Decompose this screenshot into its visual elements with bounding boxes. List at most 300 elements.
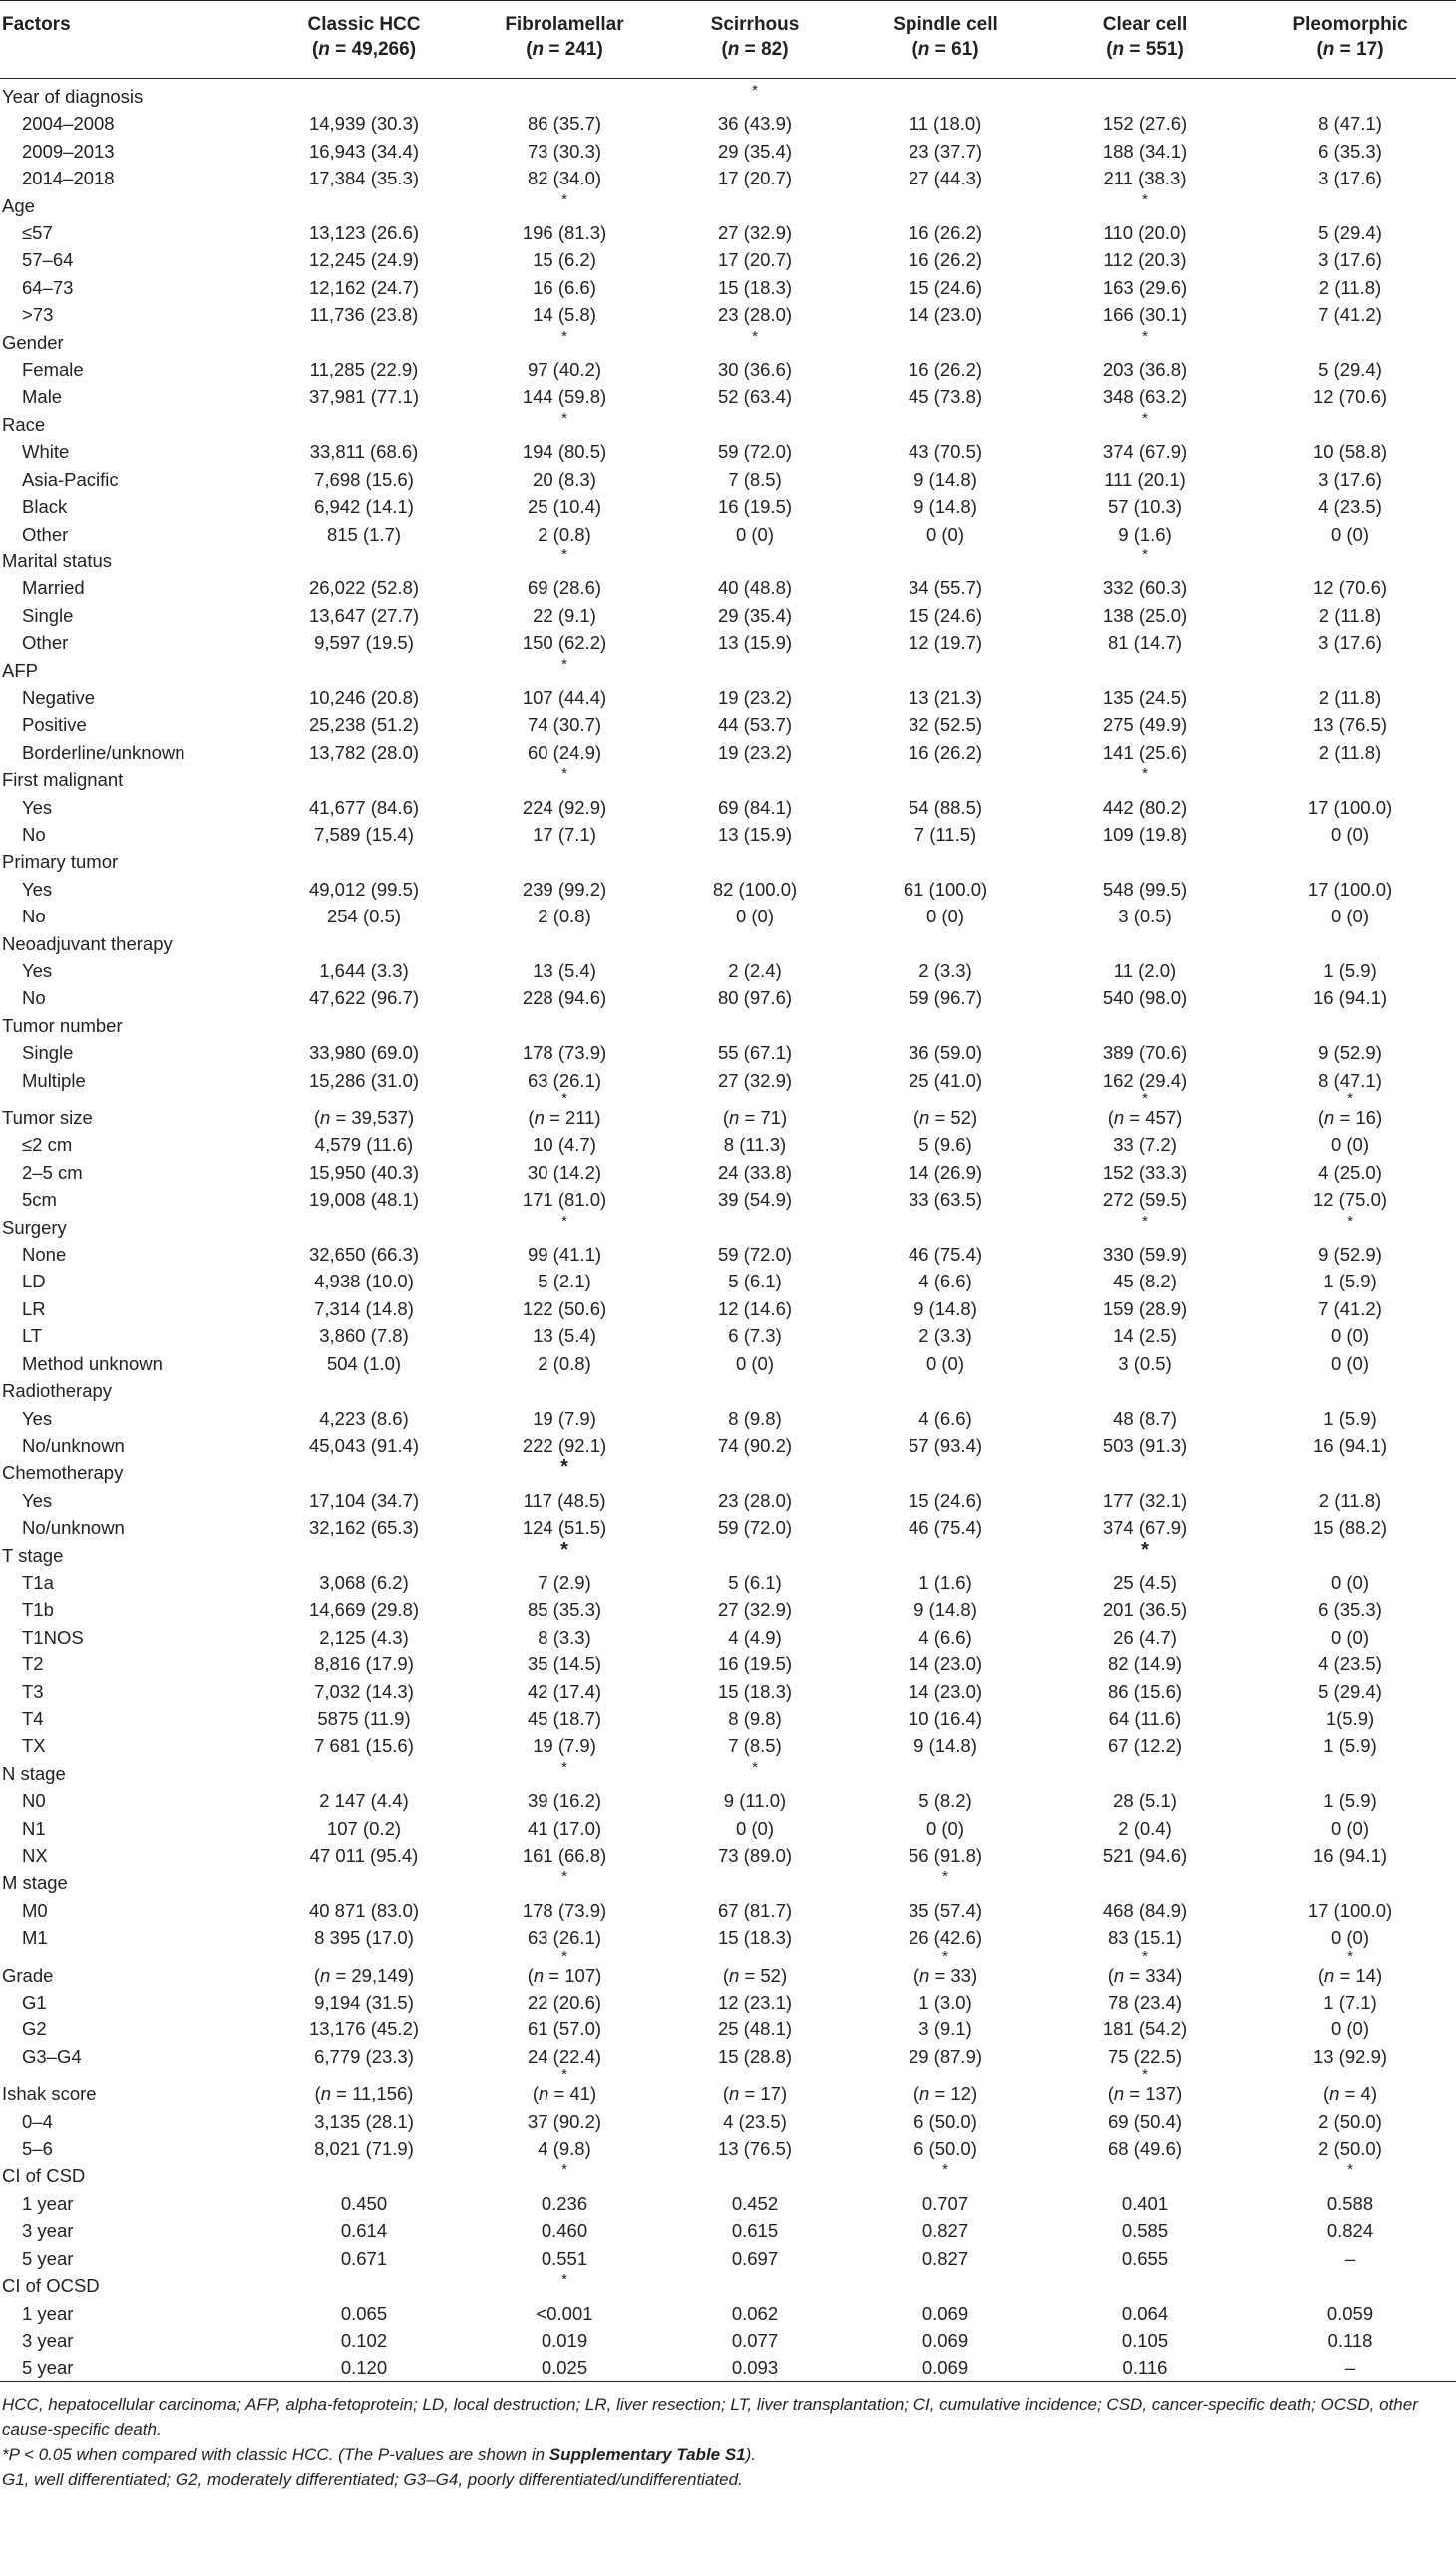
table-cell: 19 (7.9) xyxy=(533,1735,596,1757)
table-cell: 15 (24.6) xyxy=(908,604,983,626)
table-cell: 8 (47.1) xyxy=(1318,113,1382,135)
table-cell: 5 (9.6) xyxy=(918,1134,972,1156)
significance-marker xyxy=(263,1094,465,1104)
table-cell xyxy=(263,2272,465,2299)
table-cell: 254 (0.5) xyxy=(326,906,402,927)
table-cell: 2 (11.8) xyxy=(1318,686,1382,708)
table-cell xyxy=(465,2162,664,2189)
table-row xyxy=(0,1487,1456,1514)
row-label: No/unknown xyxy=(22,1517,125,1539)
table-cell: 6 (50.0) xyxy=(913,2138,977,2160)
table-row xyxy=(0,1897,1456,1924)
table-cell xyxy=(465,1012,664,1039)
table-cell: 56 (91.8) xyxy=(908,1845,983,1866)
row-label: Method unknown xyxy=(22,1352,163,1374)
table-cell: 5 (6.1) xyxy=(728,1271,782,1292)
table-cell: 0 (0) xyxy=(735,1817,775,1839)
significance-marker: * xyxy=(1347,1212,1353,1230)
table-cell xyxy=(263,192,465,219)
table-cell: 6 (50.0) xyxy=(913,2110,977,2132)
table-cell: 0.116 xyxy=(1045,2354,1245,2381)
table-cell xyxy=(263,1760,465,1787)
row-label: 2009–2013 xyxy=(22,140,115,162)
table-cell: 16 (19.5) xyxy=(717,1653,793,1675)
table-cell: 54 (88.5) xyxy=(908,796,983,818)
table-row xyxy=(0,1268,1456,1294)
table-cell xyxy=(1245,1760,1456,1787)
table-cell xyxy=(846,657,1045,684)
category-label: Tumor number xyxy=(2,1014,123,1036)
table-cell xyxy=(846,766,1045,793)
table-cell: 0.615 xyxy=(731,2220,779,2242)
row-label: G1 xyxy=(22,1992,47,2014)
table-cell: – xyxy=(1344,2247,1356,2269)
table-cell: 23 (28.0) xyxy=(717,304,793,326)
table-cell: 0 (0) xyxy=(735,1352,775,1374)
table-row xyxy=(0,219,1456,246)
table-cell: 16 (26.2) xyxy=(908,222,983,244)
table-cell: 0 (0) xyxy=(1330,1817,1370,1839)
significance-marker: * xyxy=(1347,1947,1353,1965)
footnote-pvalue-suffix: ). xyxy=(745,2444,757,2464)
supplementary-table-link[interactable]: Supplementary Table S1 xyxy=(548,2444,746,2464)
table-cell: (n = 12) xyxy=(912,2083,978,2105)
table-cell xyxy=(465,1377,664,1404)
table-cell: 17 (20.7) xyxy=(717,168,793,189)
table-cell: 29 (35.4) xyxy=(717,140,793,162)
table-cell: 178 (73.9) xyxy=(522,1899,607,1921)
table-row xyxy=(0,1159,1456,1186)
table-cell: 0.450 xyxy=(340,2192,388,2214)
table-cell xyxy=(846,1869,1045,1896)
table-cell: 0.102 xyxy=(340,2329,388,2351)
table-cell: 0.827 xyxy=(921,2220,969,2242)
table-cell xyxy=(263,766,465,793)
significance-marker: * xyxy=(1347,1090,1353,1108)
table-cell: (n = 334) xyxy=(1107,1964,1183,1986)
table-cell: 0 (0) xyxy=(1330,2018,1370,2040)
table-cell: 9 (14.8) xyxy=(913,1735,977,1757)
row-label xyxy=(0,1952,263,1962)
table-row xyxy=(0,1815,1456,1842)
table-cell: 5 (29.4) xyxy=(1318,1680,1382,1702)
row-label: T3 xyxy=(22,1680,44,1702)
row-label xyxy=(0,2070,263,2080)
table-cell: 1 (5.9) xyxy=(1323,1271,1377,1292)
table-cell xyxy=(664,766,846,793)
table-cell: 2 (50.0) xyxy=(1318,2138,1382,2160)
table-cell: 6 (7.3) xyxy=(728,1325,782,1347)
category-label: Tumor size xyxy=(2,1107,93,1129)
row-label: Male xyxy=(22,386,63,408)
table-cell: 1(5.9) xyxy=(1325,1707,1375,1729)
table-cell: 13 (15.9) xyxy=(717,823,793,845)
table-cell: 68 (49.6) xyxy=(1107,2138,1183,2160)
header-col-n-value: 82 xyxy=(761,39,783,60)
table-cell: 43 (70.5) xyxy=(908,441,983,463)
table-cell: 374 (67.9) xyxy=(1102,441,1188,463)
row-label: T4 xyxy=(22,1707,44,1729)
table-cell: 107 (0.2) xyxy=(326,1817,402,1839)
table-row xyxy=(0,301,1456,328)
table-cell: 16,943 (34.4) xyxy=(308,140,420,162)
table-cell xyxy=(465,411,664,438)
table-cell: 504 (1.0) xyxy=(326,1352,402,1374)
table-cell: 7,698 (15.6) xyxy=(314,468,414,490)
significance-marker: * xyxy=(561,2271,567,2289)
table-cell xyxy=(263,1214,465,1241)
table-cell: (n = 11,156) xyxy=(314,2083,414,2105)
table-row xyxy=(0,466,1456,493)
table-cell: 9 (52.9) xyxy=(1318,1244,1382,1266)
table-cell: 59 (72.0) xyxy=(717,441,793,463)
table-cell: 61 (100.0) xyxy=(903,878,988,900)
table-cell xyxy=(664,657,846,684)
table-cell: 0.588 xyxy=(1326,2192,1374,2214)
table-cell: 7,032 (14.3) xyxy=(314,1680,414,1702)
header-col-classic-hcc xyxy=(263,1,465,79)
table-cell xyxy=(1045,930,1245,957)
category-row xyxy=(0,411,1456,438)
table-cell: 239 (99.2) xyxy=(522,878,607,900)
table-cell: 5875 (11.9) xyxy=(317,1707,411,1729)
table-cell: 63 (26.1) xyxy=(527,1069,602,1091)
table-cell: 13,782 (28.0) xyxy=(308,741,420,763)
table-row xyxy=(0,493,1456,520)
table-cell: 0.551 xyxy=(541,2247,588,2269)
category-row xyxy=(0,1542,1456,1569)
table-row xyxy=(0,794,1456,821)
row-label: 5cm xyxy=(22,1189,57,1211)
table-row xyxy=(0,1989,1456,2015)
table-cell: 0.062 xyxy=(731,2302,779,2324)
table-cell: 4 (6.6) xyxy=(918,1271,972,1292)
table-cell: 0.614 xyxy=(340,2220,388,2242)
table-cell: 374 (67.9) xyxy=(1102,1517,1188,1539)
table-cell: 27 (44.3) xyxy=(908,168,983,189)
table-cell xyxy=(846,1377,1045,1404)
table-cell xyxy=(465,2272,664,2299)
table-cell: 23 (37.7) xyxy=(908,140,983,162)
table-cell: 110 (20.0) xyxy=(1103,222,1187,244)
table-cell: 46 (75.4) xyxy=(908,1517,983,1539)
table-row xyxy=(0,1432,1456,1459)
table-cell xyxy=(1245,548,1456,574)
significance-marker-row xyxy=(0,1094,1456,1104)
table-cell: 45 (8.2) xyxy=(1113,1271,1177,1292)
table-cell xyxy=(664,411,846,438)
table-cell: 83 (15.1) xyxy=(1107,1927,1183,1949)
table-cell: 150 (62.2) xyxy=(522,632,607,654)
significance-marker: * xyxy=(1347,2161,1353,2179)
table-cell: 39 (54.9) xyxy=(717,1189,793,1211)
table-cell: 3,068 (6.2) xyxy=(319,1571,409,1593)
table-cell: 0.585 xyxy=(1121,2220,1169,2242)
table-cell: 0 (0) xyxy=(1330,906,1370,927)
table-cell xyxy=(664,1869,846,1896)
table-cell xyxy=(664,1214,846,1241)
row-label: Yes xyxy=(22,1407,53,1429)
table-cell: 35 (14.5) xyxy=(527,1653,602,1675)
table-cell xyxy=(846,329,1045,356)
table-cell: 85 (35.3) xyxy=(527,1599,602,1621)
table-cell xyxy=(465,548,664,574)
row-label: NX xyxy=(22,1845,48,1866)
table-cell xyxy=(1245,411,1456,438)
table-cell: 28 (5.1) xyxy=(1113,1790,1177,1812)
category-row xyxy=(0,930,1456,957)
table-cell xyxy=(1045,548,1245,574)
table-cell: 0.707 xyxy=(921,2192,969,2214)
table-cell: 0 (0) xyxy=(1330,1325,1370,1347)
category-row xyxy=(0,1962,1456,1989)
significance-marker xyxy=(846,2070,1045,2080)
row-label: Yes xyxy=(22,1489,53,1511)
table-cell: 14,669 (29.8) xyxy=(308,1599,420,1621)
category-label: Year of diagnosis xyxy=(2,86,144,107)
significance-marker xyxy=(263,2070,465,2080)
table-row xyxy=(0,438,1456,465)
table-cell: 0.671 xyxy=(340,2247,388,2269)
table-cell: 3 (17.6) xyxy=(1318,168,1382,189)
table-cell: 14 (23.0) xyxy=(908,304,983,326)
significance-marker xyxy=(664,1952,846,1962)
significance-marker-row xyxy=(0,1952,1456,1962)
category-label: Grade xyxy=(2,1964,54,1986)
table-cell: 4 (6.6) xyxy=(918,1626,972,1648)
table-row xyxy=(0,2190,1456,2217)
table-cell: 42 (17.4) xyxy=(527,1680,602,1702)
table-cell: 0.118 xyxy=(1327,2329,1373,2351)
table-cell: 0.093 xyxy=(664,2354,846,2381)
row-label: Asia-Pacific xyxy=(22,468,119,490)
table-cell xyxy=(465,1760,664,1787)
table-cell xyxy=(1045,79,1245,111)
table-cell: 152 (33.3) xyxy=(1102,1161,1188,1183)
row-label: N1 xyxy=(22,1817,46,1839)
table-cell: 3 (17.6) xyxy=(1318,249,1382,271)
table-cell xyxy=(664,2272,846,2299)
table-cell: 159 (28.9) xyxy=(1102,1297,1188,1319)
table-cell: 468 (84.9) xyxy=(1102,1899,1188,1921)
table-row xyxy=(0,1650,1456,1677)
table-cell: (n = 16) xyxy=(1317,1107,1383,1129)
table-cell: 0 (0) xyxy=(735,523,775,545)
table-cell xyxy=(1245,1214,1456,1241)
table-cell: 59 (96.7) xyxy=(908,987,983,1009)
table-cell: 224 (92.9) xyxy=(522,796,607,818)
table-row xyxy=(0,1678,1456,1705)
significance-marker: * xyxy=(752,327,758,345)
significance-marker: * xyxy=(1142,1212,1148,1230)
table-row xyxy=(0,821,1456,848)
table-cell: 47 011 (95.4) xyxy=(309,1845,419,1866)
table-cell: 41,677 (84.6) xyxy=(308,796,420,818)
row-label: LR xyxy=(22,1297,46,1319)
category-row xyxy=(0,766,1456,793)
table-cell: 22 (20.6) xyxy=(527,1992,602,2014)
row-label: Yes xyxy=(22,796,53,818)
table-cell: 7 (41.2) xyxy=(1318,304,1382,326)
table-cell xyxy=(1245,192,1456,219)
significance-marker xyxy=(664,1094,846,1104)
table-cell xyxy=(1045,1538,1245,1569)
table-cell xyxy=(1045,2272,1245,2299)
table-cell: 67 (12.2) xyxy=(1107,1735,1183,1757)
table-row xyxy=(0,1322,1456,1349)
table-cell: (n = 52) xyxy=(912,1107,978,1129)
table-cell: 13,123 (26.6) xyxy=(308,222,420,244)
category-label: Age xyxy=(2,194,35,216)
table-cell: 11,736 (23.8) xyxy=(309,304,419,326)
table-cell xyxy=(263,657,465,684)
category-label: N stage xyxy=(2,1762,66,1784)
table-row xyxy=(0,1732,1456,1759)
table-row xyxy=(0,1039,1456,1066)
table-cell xyxy=(263,1459,465,1486)
table-cell xyxy=(465,1538,664,1569)
table-cell: 6,779 (23.3) xyxy=(314,2045,414,2067)
table-cell: 0.824 xyxy=(1326,2220,1374,2242)
table-cell xyxy=(1045,192,1245,219)
table-cell: 9 (14.8) xyxy=(913,496,977,518)
table-cell: 0 (0) xyxy=(1330,1927,1370,1949)
table-cell: 9 (14.8) xyxy=(913,1297,977,1319)
table-cell xyxy=(263,411,465,438)
table-cell: 1 (3.0) xyxy=(918,1992,972,2014)
significance-marker: * xyxy=(1142,327,1148,345)
table-cell: 5 (8.2) xyxy=(918,1790,972,1812)
table-cell: 178 (73.9) xyxy=(522,1042,607,1064)
category-label: Marital status xyxy=(2,549,113,571)
table-cell: 15 (18.3) xyxy=(717,1927,793,1949)
table-cell: 0.120 xyxy=(263,2354,465,2381)
table-cell xyxy=(465,1869,664,1896)
table-row xyxy=(0,274,1456,301)
table-cell: 2 (2.4) xyxy=(728,960,782,981)
table-cell: 73 (89.0) xyxy=(717,1845,793,1866)
row-label: 5 year xyxy=(22,2247,74,2269)
table-cell: 138 (25.0) xyxy=(1102,604,1188,626)
table-cell: 17 (100.0) xyxy=(1307,1899,1393,1921)
table-cell: 52 (63.4) xyxy=(717,386,793,408)
table-cell: (n = 39,537) xyxy=(313,1107,415,1129)
table-cell xyxy=(846,192,1045,219)
table-cell: 815 (1.7) xyxy=(326,523,402,545)
table-cell: 24 (22.4) xyxy=(527,2045,602,2067)
table-cell: 19 (7.9) xyxy=(533,1407,596,1429)
table-cell: 0 (0) xyxy=(925,523,965,545)
row-label: 1 year xyxy=(22,2192,74,2214)
category-row xyxy=(0,2080,1456,2107)
table-cell: 0.069 xyxy=(921,2302,969,2324)
table-cell xyxy=(664,192,846,219)
row-label: No/unknown xyxy=(22,1434,125,1456)
table-cell: 222 (92.1) xyxy=(522,1434,607,1456)
category-label: CI of OCSD xyxy=(2,2275,100,2297)
table-cell xyxy=(664,930,846,957)
significance-marker xyxy=(664,2070,846,2080)
row-label: 2004–2008 xyxy=(22,113,115,135)
table-cell xyxy=(465,1214,664,1241)
table-cell: 152 (27.6) xyxy=(1102,113,1188,135)
table-cell: 3,135 (28.1) xyxy=(314,2110,414,2132)
category-label: Ishak score xyxy=(2,2083,97,2105)
table-cell: 86 (15.6) xyxy=(1107,1680,1183,1702)
table-cell: 26 (4.7) xyxy=(1113,1626,1177,1648)
table-cell: 30 (36.6) xyxy=(717,359,793,381)
significance-marker: * xyxy=(561,190,567,208)
table-cell xyxy=(1045,1214,1245,1241)
table-row xyxy=(0,602,1456,629)
table-cell: 69 (50.4) xyxy=(1107,2110,1183,2132)
significance-marker: * xyxy=(561,1947,567,1965)
significance-marker xyxy=(846,1094,1045,1104)
table-cell: 12 (75.0) xyxy=(1312,1189,1388,1211)
table-cell: 80 (97.6) xyxy=(717,987,793,1009)
table-cell xyxy=(1045,329,1245,356)
table-cell xyxy=(664,2162,846,2189)
table-cell: 521 (94.6) xyxy=(1102,1845,1188,1866)
table-cell: 15,286 (31.0) xyxy=(308,1069,420,1091)
table-cell: 34 (55.7) xyxy=(908,577,983,599)
table-row xyxy=(0,2245,1456,2272)
table-cell xyxy=(846,848,1045,875)
row-label: T1a xyxy=(22,1571,54,1593)
table-cell: 4 (23.5) xyxy=(1318,496,1382,518)
table-cell: 29 (35.4) xyxy=(717,604,793,626)
table-cell: 2 (3.3) xyxy=(918,1325,972,1347)
table-cell: 1 (1.6) xyxy=(918,1571,972,1593)
table-row xyxy=(0,1350,1456,1377)
table-cell xyxy=(1045,411,1245,438)
table-cell: 19 (23.2) xyxy=(717,741,793,763)
table-cell: 11 (2.0) xyxy=(1113,960,1177,981)
table-cell xyxy=(846,1214,1045,1241)
table-cell: 10 (4.7) xyxy=(533,1134,596,1156)
significance-marker: * xyxy=(561,546,567,563)
table-cell: 0 (0) xyxy=(1330,1571,1370,1593)
table-cell xyxy=(664,548,846,574)
table-cell: (n = 107) xyxy=(527,1964,602,1986)
table-cell: 8,816 (17.9) xyxy=(314,1653,414,1675)
table-cell: 7 (8.5) xyxy=(728,1735,782,1757)
row-label: 1 year xyxy=(22,2302,74,2324)
table-cell: 0 (0) xyxy=(1330,523,1370,545)
header-col-n: (n = 17) xyxy=(1316,39,1384,60)
table-cell: 8 (9.8) xyxy=(728,1407,782,1429)
table-cell: 99 (41.1) xyxy=(527,1244,602,1266)
row-label: Single xyxy=(22,1042,74,1064)
category-row xyxy=(0,192,1456,219)
table-cell xyxy=(1045,1760,1245,1787)
row-label: 3 year xyxy=(22,2220,74,2242)
significance-marker xyxy=(1245,2070,1456,2080)
table-cell: 0.105 xyxy=(1121,2329,1169,2351)
table-cell: 82 (14.9) xyxy=(1107,1653,1183,1675)
table-cell: 17 (20.7) xyxy=(717,249,793,271)
table-cell: 13 (5.4) xyxy=(533,1325,596,1347)
row-label: No xyxy=(22,823,46,845)
table-cell: 29 (87.9) xyxy=(908,2045,983,2067)
table-cell xyxy=(664,1542,846,1569)
table-cell: 16 (19.5) xyxy=(717,496,793,518)
footnote-grade: G1, well differentiated; G2, moderately differentiated; G3–G4, poorly differentiated/undifferentiated. xyxy=(2,2469,743,2489)
table-row xyxy=(0,1405,1456,1432)
table-cell: 44 (53.7) xyxy=(717,714,793,736)
table-cell: 10 (16.4) xyxy=(908,1707,983,1729)
table-row xyxy=(0,521,1456,548)
